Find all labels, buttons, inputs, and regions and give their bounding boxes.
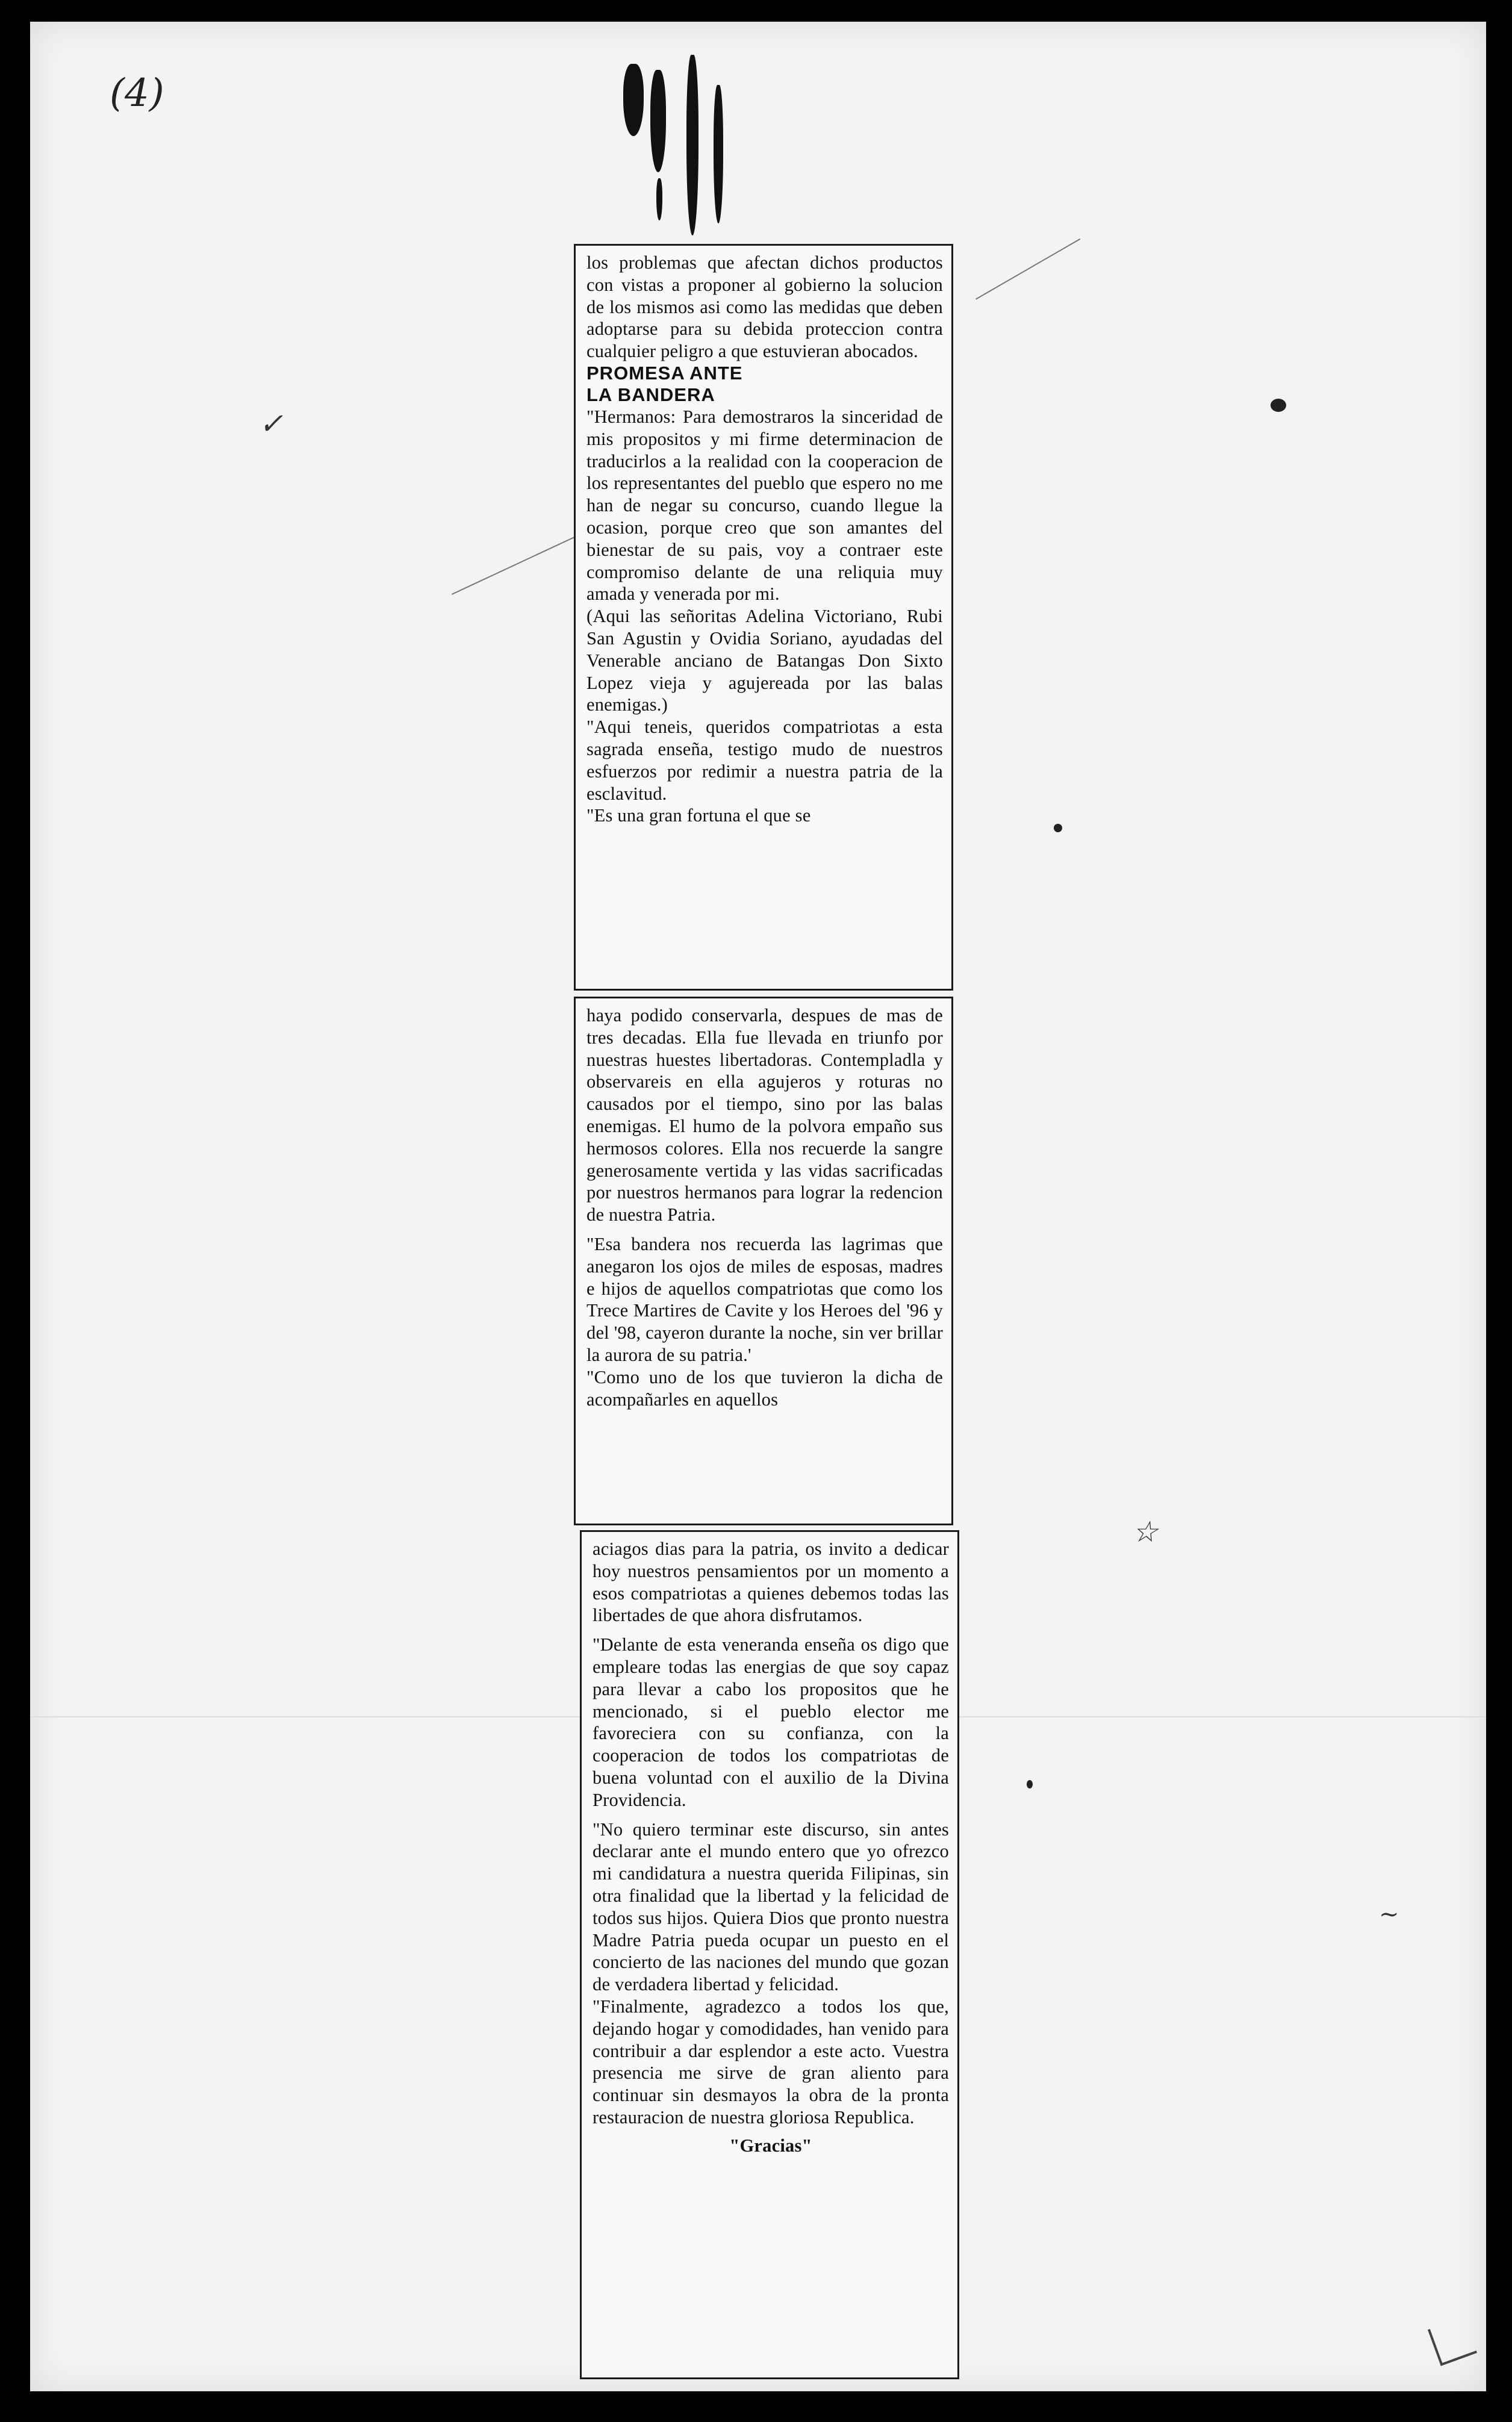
section-heading: LA BANDERA: [586, 384, 715, 405]
speckle: [1027, 1780, 1033, 1788]
clipping-column: [593, 1538, 949, 2157]
paragraph: "Esa bandera nos recuerda las lagrimas que anegaron los ojos de miles de esposas, madres e hijos de aquellos compatriotas que como los Trece Martires de Cavite y los Heroes del '96 y del '98, cayeron durante la noche, sin ver brillar la aurora de su patria.': [586, 1233, 943, 1365]
clipping-column: [586, 252, 943, 827]
paragraph: "Delante de esta veneranda enseña os digo que empleare todas las energias de que soy capaz para llevar a cabo los propositos que he mencionado, si el pueblo elector me favoreciera con su confianza, con la cooperacion de todos los compatriotas de buena voluntad con el auxilio de la Divina Providencia.: [593, 1634, 949, 1810]
margin-scribble: ✓: [259, 407, 284, 441]
paragraph: "Hermanos: Para demostraros la sinceridad de mis propositos y mi firme determinacion de traducirlos a la realidad con la cooperacion de los representantes del pueblo que espero no me han de negar su concurso, cuando llegue la ocasion, porque creo que son amantes del bienestar de su pais, voy a contraer este compromiso delante de una reliquia muy amada y venerada por mi.: [586, 406, 943, 605]
paragraph: "Aqui teneis, queridos compatriotas a esta sagrada enseña, testigo mudo de nuestros esfuerzos por redimir a nuestra patria de la esclavitud.: [586, 717, 943, 804]
paragraph: haya podido conservarla, despues de mas de tres decadas. Ella fue llevada en triunfo por nuestras huestes libertadoras. Contempladla y observareis en ella agujeros y roturas no causados por el tiempo, sino por las balas enemigas. El humo de la polvora empaño sus hermosos colores. Ella nos recuerde la sangre generosamente vertida y las vidas sacrificadas por nuestros hermanos para lograr la redencion de nuestra Patria.: [586, 1005, 943, 1225]
paragraph: los problemas que afectan dichos productos con vistas a proponer al gobierno la solucion de los mismos asi como las medidas que deben adoptarse para su debida proteccion contra cualquier peligro a que estuvieran abocados.: [586, 252, 943, 362]
newspaper-clipping-2: [574, 997, 953, 1525]
ink-drip-mark: [656, 178, 662, 220]
margin-scribble: ☆: [1132, 1515, 1159, 1549]
paragraph: "No quiero terminar este discurso, sin antes declarar ante el mundo entero que yo ofrezco mi candidatura a nuestra querida Filipinas, sin otra finalidad que la libertad y la felicidad de todos sus hijos. Quiera Dios que pronto nuestra Madre Patria pueda ocupar un puesto en el concierto de las naciones del mundo que gozan de verdadera libertad y felicidad.: [593, 1819, 949, 1995]
speckle: [1271, 399, 1286, 412]
ink-drip-mark: [650, 70, 666, 172]
speckle: [1054, 824, 1062, 832]
ink-drip-mark: [686, 55, 698, 235]
page-number: (4): [110, 71, 164, 116]
crease-line: [452, 528, 594, 595]
paragraph: "Como uno de los que tuvieron la dicha de acompañarles en aquellos: [586, 1366, 943, 1410]
corner-tick-mark: [1428, 2317, 1477, 2366]
margin-scribble: ~: [1379, 1901, 1399, 1928]
newspaper-clipping-1: [574, 244, 953, 991]
newspaper-clipping-3: [580, 1530, 959, 2379]
paragraph: aciagos dias para la patria, os invito a dedicar hoy nuestros pensamientos por un momento a esos compatriotas a quienes debemos todas las libertades de que ahora disfrutamos.: [593, 1539, 949, 1626]
sign-off: "Gracias": [729, 2135, 812, 2156]
section-heading: PROMESA ANTE: [586, 362, 743, 384]
paragraph: (Aqui las señoritas Adelina Victoriano, Rubi San Agustin y Ovidia Soriano, ayudadas del Venerable anciano de Batangas Don Sixto Lopez vieja y agujereada por las balas enemigas.): [586, 606, 943, 715]
clipping-column: [586, 1004, 943, 1410]
crease-line: [975, 238, 1080, 300]
ink-drip-mark: [623, 64, 644, 136]
paragraph: "Es una gran fortuna el que se: [586, 805, 811, 826]
paragraph: "Finalmente, agradezco a todos los que, dejando hogar y comodidades, han venido para contribuir a dar esplendor a este acto. Vuestra presencia me sirve de gran aliento para continuar sin desmayos la obra de la pronta restauracion de nuestra gloriosa Republica.: [593, 1996, 949, 2128]
ink-drip-mark: [714, 85, 723, 223]
